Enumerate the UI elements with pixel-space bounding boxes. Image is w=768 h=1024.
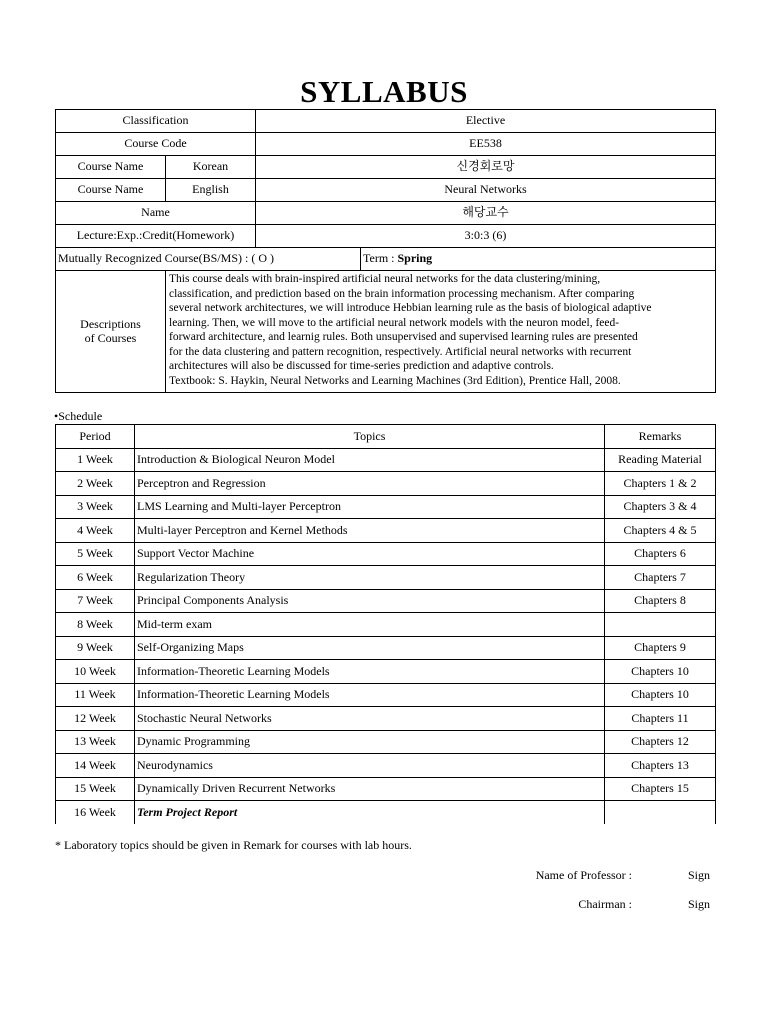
name-row — [56, 202, 716, 225]
remark-cell: Chapters 3 & 4 — [605, 495, 716, 519]
course-name-english-row — [56, 179, 716, 202]
course-name-korean-row — [56, 156, 716, 179]
table-row — [56, 542, 716, 566]
remark-cell: Chapters 10 — [605, 660, 716, 684]
table-row — [56, 683, 716, 707]
chairman-label: Chairman : — [578, 897, 632, 911]
schedule-table — [55, 424, 716, 824]
period-cell: 1 Week — [56, 448, 135, 472]
period-cell: 10 Week — [56, 660, 135, 684]
table-row — [56, 636, 716, 660]
table-row — [56, 801, 716, 824]
mutual-label: Mutually Recognized Course(BS/MS) : ( O ) — [56, 248, 361, 271]
description-line: for the data clustering and pattern recognition, respectively. Artificial neural networks with recurrent — [169, 345, 632, 358]
topic-cell: Regularization Theory — [135, 566, 605, 590]
remarks-header: Remarks — [605, 425, 716, 449]
mutual-term-row — [56, 248, 716, 271]
course-info-table — [55, 109, 716, 393]
remark-cell: Chapters 15 — [605, 777, 716, 801]
topics-header: Topics — [135, 425, 605, 449]
term-cell — [361, 248, 716, 271]
period-cell: 2 Week — [56, 472, 135, 496]
schedule-header-row — [56, 425, 716, 449]
course-code-label: Course Code — [56, 133, 256, 156]
topic-cell: Neurodynamics — [135, 754, 605, 778]
remark-cell: Chapters 12 — [605, 730, 716, 754]
description-line: several network architectures, we will introduce Hebbian learning rule as the basis of biological adaptive — [169, 302, 652, 314]
remark-cell — [605, 801, 716, 824]
period-cell: 5 Week — [56, 542, 135, 566]
korean-label: Korean — [166, 156, 256, 179]
korean-course-name: 신경회로망 — [256, 156, 716, 179]
topic-cell — [135, 801, 605, 824]
topic-cell: Mid-term exam — [135, 613, 605, 637]
description-line: learning. Then, we will move to the artificial neural network models with the neuron model, feed- — [169, 316, 620, 329]
classification-value: Elective — [256, 110, 716, 133]
topic-cell: Perceptron and Regression — [135, 472, 605, 496]
remark-cell: Chapters 4 & 5 — [605, 519, 716, 543]
topic-cell: Information-Theoretic Learning Models — [135, 660, 605, 684]
period-cell: 9 Week — [56, 636, 135, 660]
table-row — [56, 589, 716, 613]
professor-sign: Sign — [688, 868, 711, 882]
remark-cell: Chapters 13 — [605, 754, 716, 778]
table-row — [56, 495, 716, 519]
table-row — [56, 730, 716, 754]
table-row — [56, 519, 716, 543]
period-cell: 4 Week — [56, 519, 135, 543]
table-row — [56, 613, 716, 637]
description-label-line-1: Descriptions — [80, 317, 141, 332]
topic-cell: Principal Components Analysis — [135, 589, 605, 613]
remark-cell: Chapters 7 — [605, 566, 716, 590]
remark-cell: Chapters 1 & 2 — [605, 472, 716, 496]
topic-cell: Introduction & Biological Neuron Model — [135, 448, 605, 472]
schedule-label: •Schedule — [54, 409, 103, 423]
description-line: forward architecture, and learnig rules. Both unsupervised and supervised learning rules are presented — [169, 331, 638, 343]
period-cell: 11 Week — [56, 683, 135, 707]
term-label: Term : — [363, 251, 395, 266]
remark-cell: Chapters 8 — [605, 589, 716, 613]
lab-note: * Laboratory topics should be given in Remark for courses with lab hours. — [55, 838, 412, 852]
description-line: classification, and prediction based on the brain information processing mechanism. After comparing — [169, 287, 635, 300]
course-name-label: Course Name — [56, 179, 166, 202]
period-cell: 13 Week — [56, 730, 135, 754]
professor-label: Name of Professor : — [535, 868, 632, 882]
classification-row — [56, 110, 716, 133]
description-text — [166, 271, 716, 393]
table-row — [56, 660, 716, 684]
period-cell: 15 Week — [56, 777, 135, 801]
lecture-row — [56, 225, 716, 248]
name-label: Name — [56, 202, 256, 225]
remark-cell — [605, 613, 716, 637]
english-course-name: Neural Networks — [256, 179, 716, 202]
period-header: Period — [56, 425, 135, 449]
topic-cell: Support Vector Machine — [135, 542, 605, 566]
lecture-label: Lecture:Exp.:Credit(Homework) — [56, 225, 256, 248]
table-row — [56, 566, 716, 590]
topic-cell: Stochastic Neural Networks — [135, 707, 605, 731]
period-cell: 7 Week — [56, 589, 135, 613]
description-line: Textbook: S. Haykin, Neural Networks and Learning Machines (3rd Edition), Prentice Hall, 2008. — [169, 374, 621, 387]
topic-cell: Self-Organizing Maps — [135, 636, 605, 660]
topic-cell: Dynamic Programming — [135, 730, 605, 754]
table-row — [56, 707, 716, 731]
topic-cell: Dynamically Driven Recurrent Networks — [135, 777, 605, 801]
period-cell: 12 Week — [56, 707, 135, 731]
name-value: 해당교수 — [256, 202, 716, 225]
description-line: This course deals with brain-inspired artificial neural networks for the data clustering/mining, — [169, 273, 601, 285]
description-line: architectures will also be discussed for time-series prediction and adaptive controls. — [169, 360, 554, 372]
table-row — [56, 448, 716, 472]
period-cell: 6 Week — [56, 566, 135, 590]
english-label: English — [166, 179, 256, 202]
topic-cell: Multi-layer Perceptron and Kernel Methods — [135, 519, 605, 543]
description-label-line-2: of Courses — [84, 330, 137, 345]
topic-cell: Information-Theoretic Learning Models — [135, 683, 605, 707]
table-row — [56, 472, 716, 496]
table-row — [56, 754, 716, 778]
remark-cell: Chapters 6 — [605, 542, 716, 566]
term-project-topic: Term Project Report — [137, 804, 238, 819]
classification-label: Classification — [56, 110, 256, 133]
description-row — [56, 271, 716, 393]
course-code-value: EE538 — [256, 133, 716, 156]
period-cell: 3 Week — [56, 495, 135, 519]
period-cell: 8 Week — [56, 613, 135, 637]
course-code-row — [56, 133, 716, 156]
table-row — [56, 777, 716, 801]
chairman-sign: Sign — [688, 897, 711, 911]
term-value: Spring — [397, 251, 433, 266]
page-title: SYLLABUS — [300, 74, 468, 109]
remark-cell: Chapters 9 — [605, 636, 716, 660]
lecture-value: 3:0:3 (6) — [256, 225, 716, 248]
period-cell: 16 Week — [56, 801, 135, 824]
description-label — [56, 271, 166, 393]
course-name-label: Course Name — [56, 156, 166, 179]
topic-cell: LMS Learning and Multi-layer Perceptron — [135, 495, 605, 519]
remark-cell: Chapters 10 — [605, 683, 716, 707]
period-cell: 14 Week — [56, 754, 135, 778]
remark-cell: Chapters 11 — [605, 707, 716, 731]
remark-cell: Reading Material — [605, 448, 716, 472]
